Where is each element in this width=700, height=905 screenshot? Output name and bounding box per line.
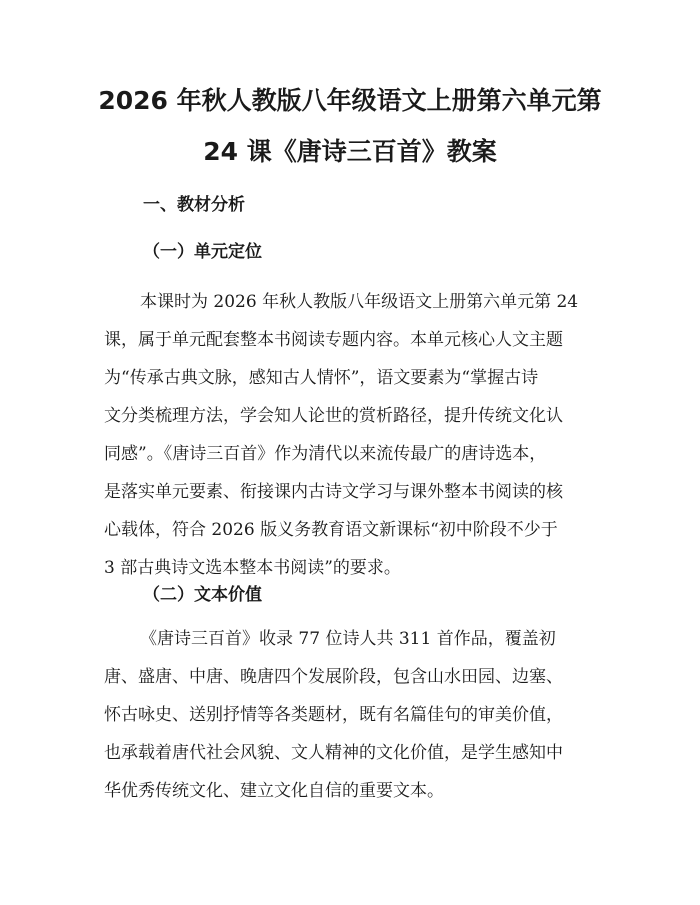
subsection-heading-text-value: （二）文本价值 — [143, 585, 262, 605]
paragraph-line: 同感”。《唐诗三百首》作为清代以来流传最广的唐诗选本， — [104, 444, 547, 464]
paragraph-unit-positioning — [104, 283, 602, 587]
paragraph-line: 3 部古典诗文选本整本书阅读”的要求。 — [104, 558, 401, 578]
paragraph-line: 心载体，符合 2026 版义务教育语文新课标“初中阶段不少于 — [104, 520, 558, 540]
paragraph-line: 唐、盛唐、中唐、晚唐四个发展阶段，包含山水田园、边塞、 — [104, 667, 563, 687]
document-title-line-1: 2026 年秋人教版八年级语文上册第六单元第 — [98, 86, 602, 115]
paragraph-line: 也承载着唐代社会风貌、文人精神的文化价值，是学生感知中 — [104, 743, 563, 763]
paragraph-line: 怀古咏史、送别抒情等各类题材，既有名篇佳句的审美价值， — [104, 705, 563, 725]
paragraph-line: 本课时为 2026 年秋人教版八年级语文上册第六单元第 24 — [140, 292, 579, 312]
paragraph-line: 课，属于单元配套整本书阅读专题内容。本单元核心人文主题 — [104, 330, 563, 350]
paragraph-line: 华优秀传统文化、建立文化自信的重要文本。 — [104, 781, 444, 801]
document-title-line-2: 24 课《唐诗三百首》教案 — [203, 137, 497, 166]
section-heading-textbook-analysis: 一、教材分析 — [143, 195, 245, 215]
paragraph-line: 为“传承古典文脉，感知古人情怀”，语文要素为“掌握古诗 — [104, 368, 539, 388]
paragraph-line: 是落实单元要素、衔接课内古诗文学习与课外整本书阅读的核 — [104, 482, 563, 502]
paragraph-line: 文分类梳理方法，学会知人论世的赏析路径，提升传统文化认 — [104, 406, 563, 426]
subsection-heading-unit-positioning: （一）单元定位 — [143, 242, 262, 262]
paragraph-text-value — [104, 620, 602, 810]
paragraph-line: 《唐诗三百首》收录 77 位诗人共 311 首作品，覆盖初 — [140, 629, 556, 649]
